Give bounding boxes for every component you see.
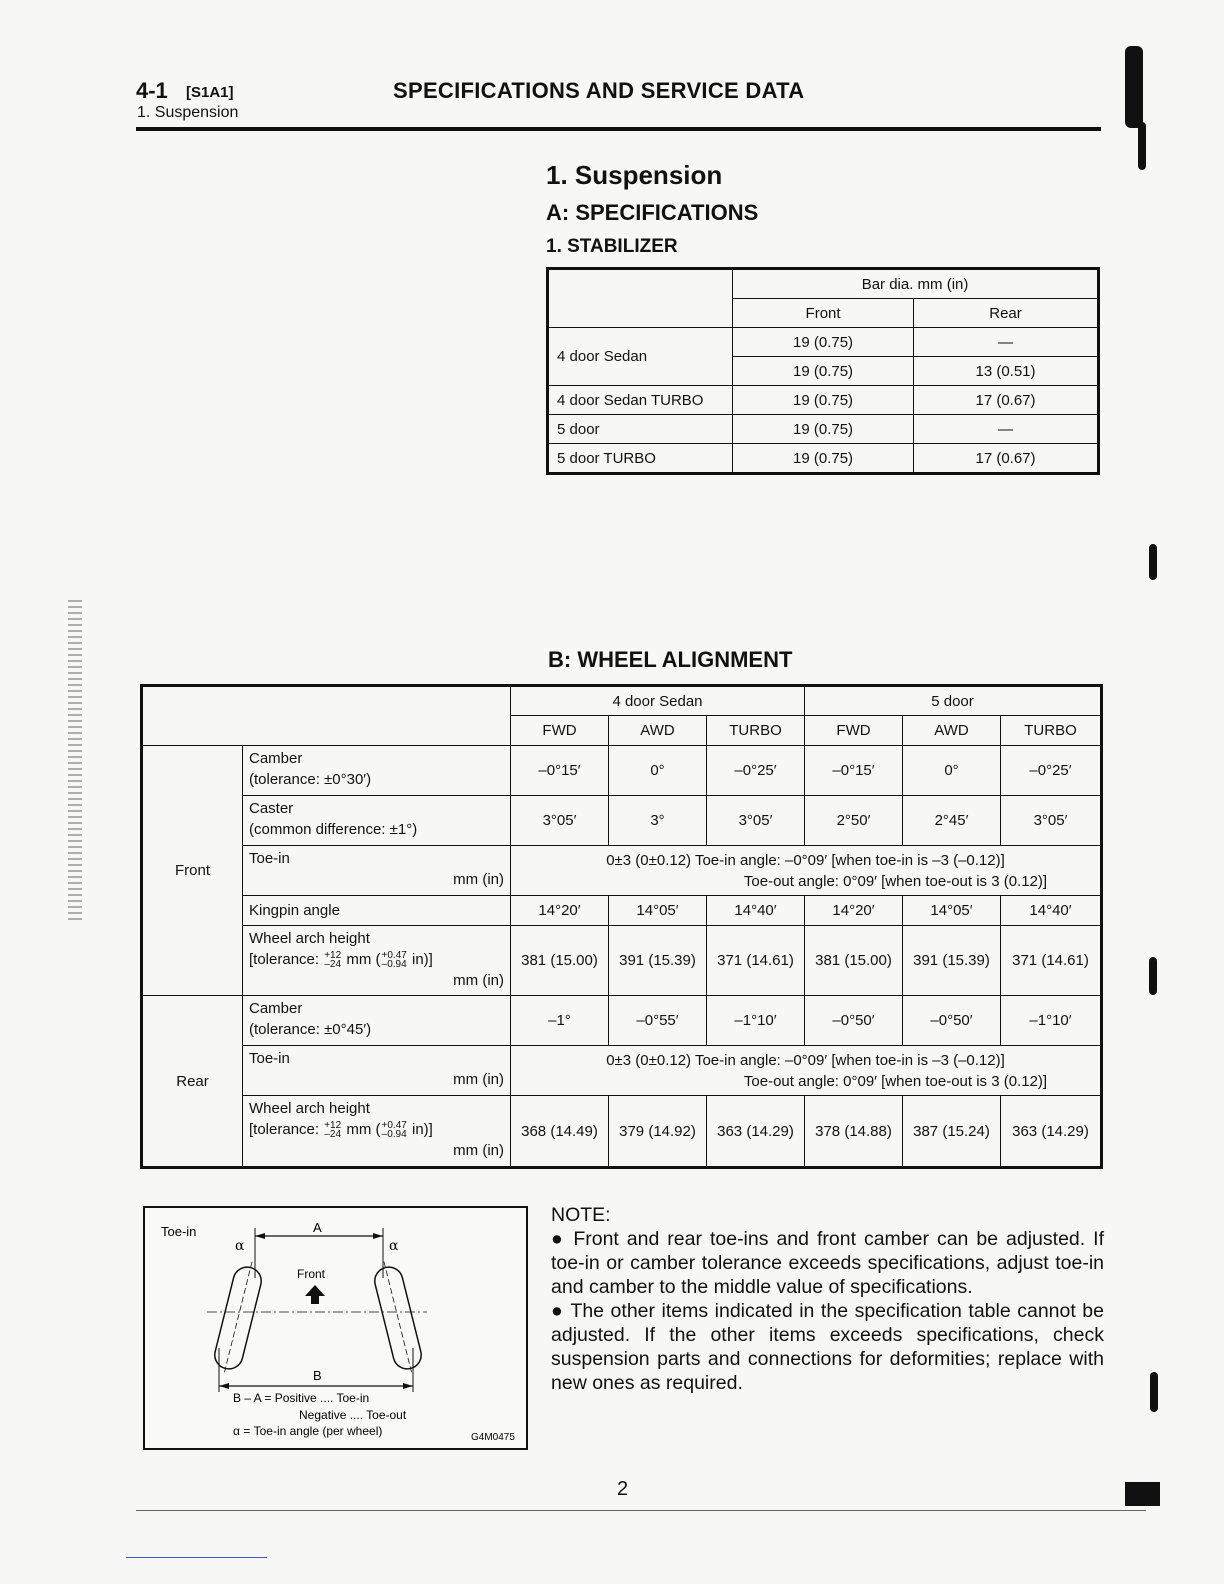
binding-mark [1150, 1372, 1158, 1412]
value-cell: 14°20′ [511, 896, 609, 926]
wheel-alignment-heading: B: WHEEL ALIGNMENT [548, 647, 793, 672]
item-label: Wheel arch height [249, 930, 370, 947]
mm-word: mm ( [346, 951, 381, 968]
value-cell: 14°20′ [805, 896, 903, 926]
note-title: NOTE: [551, 1204, 611, 1226]
arrow-head [373, 1233, 383, 1239]
value-cell: –0°50′ [805, 996, 903, 1046]
unit-text: mm (in) [453, 972, 504, 989]
toe-in-spec [511, 1046, 1102, 1096]
tolerance-text: (tolerance: ±0°45′) [249, 1021, 372, 1038]
rear-camber-label [243, 996, 511, 1046]
sedan-group-header: 4 door Sedan [511, 686, 805, 716]
footer-rule [136, 1510, 1146, 1511]
note-bullet-text: Front and rear toe-ins and front camber can be adjusted. If toe-in or camber tolerance exceeds specifications, adjust toe-in and camber to the middle value of specifications. [551, 1228, 1104, 1298]
wheel-alignment-table [140, 684, 1103, 1169]
arrow-head [255, 1233, 265, 1239]
kingpin-label: Kingpin angle [243, 896, 511, 926]
table-row [142, 1096, 1102, 1168]
table-row [142, 746, 1102, 796]
toe-in-spec [511, 846, 1102, 896]
tolerance-prefix: [tolerance: [249, 1121, 320, 1138]
value-cell: 371 (14.61) [707, 926, 805, 996]
value-cell: 368 (14.49) [511, 1096, 609, 1168]
value-cell: 2°45′ [903, 796, 1001, 846]
value-cell: 371 (14.61) [1001, 926, 1102, 996]
front-value: 19 (0.75) [733, 328, 914, 357]
rear-value: — [914, 328, 1099, 357]
toe-in-line: 0±3 (0±0.12) Toe-in angle: –0°09′ [when toe-in is –3 (–0.12)] [606, 1051, 1005, 1069]
label-b: B [313, 1368, 322, 1383]
alpha-right: α [389, 1238, 399, 1254]
tol-upper: +12 [324, 1120, 342, 1132]
front-value: 19 (0.75) [733, 386, 914, 415]
value-cell: 14°05′ [609, 896, 707, 926]
front-value: 19 (0.75) [733, 415, 914, 444]
toe-out-line: Toe-out angle: 0°09′ [when toe-out is 3 (0.12)] [743, 1072, 1048, 1090]
value-cell: 391 (15.39) [609, 926, 707, 996]
table-corner [142, 686, 511, 746]
arrow-head [219, 1383, 229, 1389]
tol-lower: –24 [324, 1129, 342, 1141]
unit-text: mm (in) [453, 1071, 504, 1088]
binding-mark [1125, 46, 1143, 128]
rear-value: 13 (0.51) [914, 357, 1099, 386]
value-cell: –0°15′ [805, 746, 903, 796]
in-word: in)] [412, 1121, 433, 1138]
value-cell: 387 (15.24) [903, 1096, 1001, 1168]
stabilizer-heading: 1. STABILIZER [546, 236, 678, 257]
table-row [142, 896, 1102, 926]
tol-lower: –0.94 [381, 1129, 407, 1141]
rear-header: Rear [914, 299, 1099, 328]
note-bullet [551, 1227, 1104, 1299]
tol-lower: –0.94 [381, 959, 407, 971]
figure-code: G4M0475 [471, 1432, 515, 1443]
scan-artifact [68, 600, 82, 920]
model-cell: 5 door TURBO [548, 444, 733, 474]
rear-toe-in-label [243, 1046, 511, 1096]
toe-out-line: Toe-out angle: 0°09′ [when toe-out is 3 (0.12)] [743, 872, 1048, 890]
tolerance-text [249, 950, 433, 971]
table-row [142, 1046, 1102, 1096]
value-cell: 378 (14.88) [805, 1096, 903, 1168]
value-cell: –1° [511, 996, 609, 1046]
model-cell: 4 door Sedan [548, 328, 733, 386]
value-cell: 363 (14.29) [1001, 1096, 1102, 1168]
value-cell: 2°50′ [805, 796, 903, 846]
value-cell: 3°05′ [1001, 796, 1102, 846]
table-corner [548, 269, 733, 328]
col-header: AWD [609, 716, 707, 746]
value-cell: 0° [609, 746, 707, 796]
alpha-left: α [235, 1238, 245, 1254]
table-row [548, 415, 1099, 444]
table-row [142, 926, 1102, 996]
model-cell: 4 door Sedan TURBO [548, 386, 733, 415]
link-underline [126, 1557, 267, 1558]
binding-mark [1125, 1482, 1160, 1506]
front-toe-in-label [243, 846, 511, 896]
label-a: A [313, 1220, 322, 1235]
unit-text: mm (in) [453, 871, 504, 888]
bullet-icon: ● [551, 1228, 574, 1250]
bullet-icon: ● [551, 1300, 571, 1322]
value-cell: 14°40′ [1001, 896, 1102, 926]
note-bullet [551, 1299, 1104, 1395]
front-wheel-arch-label [243, 926, 511, 996]
tolerance-text: (common difference: ±1°) [249, 821, 418, 838]
table-row [548, 386, 1099, 415]
col-header: FWD [511, 716, 609, 746]
section-number: 4-1 [136, 78, 168, 103]
tolerance-text [249, 1120, 433, 1141]
value-cell: –0°50′ [903, 996, 1001, 1046]
value-cell: 381 (15.00) [511, 926, 609, 996]
arrow-head [403, 1383, 413, 1389]
item-label: Caster [249, 800, 294, 817]
col-header: TURBO [707, 716, 805, 746]
front-header: Front [733, 299, 914, 328]
item-label: Camber [249, 1000, 303, 1017]
value-cell: 363 (14.29) [707, 1096, 805, 1168]
toe-in-figure [145, 1208, 526, 1448]
rear-wheel-arch-label [243, 1096, 511, 1168]
section-code: [S1A1] [186, 84, 234, 101]
note-bullet-text: The other items indicated in the specification table cannot be adjusted. If the other items exceeds specifications, check suspension parts and connections for deformities; replace with new ones as required. [551, 1300, 1104, 1394]
model-cell: 5 door [548, 415, 733, 444]
tol-upper: +12 [324, 950, 342, 962]
table-row [142, 796, 1102, 846]
page-title: SPECIFICATIONS AND SERVICE DATA [393, 78, 805, 103]
value-cell: –0°25′ [707, 746, 805, 796]
toe-in-diagram [143, 1206, 528, 1450]
stabilizer-table [546, 267, 1100, 475]
section-heading: 1. Suspension [546, 160, 723, 190]
tolerance-text: (tolerance: ±0°30′) [249, 771, 372, 788]
value-cell: 0° [903, 746, 1001, 796]
value-cell: 3° [609, 796, 707, 846]
value-cell: 391 (15.39) [903, 926, 1001, 996]
table-row [548, 328, 1099, 357]
toe-in-line: 0±3 (0±0.12) Toe-in angle: –0°09′ [when toe-in is –3 (–0.12)] [606, 851, 1005, 869]
item-label: Camber [249, 750, 303, 767]
value-cell: 14°05′ [903, 896, 1001, 926]
diagram-title: Toe-in [161, 1224, 197, 1239]
wheel-centerline [224, 1262, 252, 1375]
tol-upper: +0.47 [381, 950, 407, 962]
value-cell: 3°05′ [511, 796, 609, 846]
note-block [551, 1203, 1104, 1395]
rear-group-label: Rear [142, 996, 243, 1168]
subsection-label: 1. Suspension [137, 104, 239, 121]
table-row [142, 996, 1102, 1046]
mm-tolerance [324, 951, 341, 969]
tolerance-prefix: [tolerance: [249, 951, 320, 968]
rear-value: 17 (0.67) [914, 444, 1099, 474]
in-tolerance [382, 1121, 407, 1139]
front-group-label: Front [142, 746, 243, 996]
bar-dia-header: Bar dia. mm (in) [733, 269, 1099, 299]
rear-value: 17 (0.67) [914, 386, 1099, 415]
right-wheel [370, 1258, 425, 1377]
5door-group-header: 5 door [805, 686, 1102, 716]
binding-mark [1149, 957, 1157, 995]
unit-text: mm (in) [453, 1142, 504, 1159]
item-label: Wheel arch height [249, 1100, 370, 1117]
binding-mark [1149, 544, 1157, 580]
front-value: 19 (0.75) [733, 444, 914, 474]
col-header: TURBO [1001, 716, 1102, 746]
binding-mark [1138, 122, 1146, 170]
front-value: 19 (0.75) [733, 357, 914, 386]
value-cell: –0°55′ [609, 996, 707, 1046]
specifications-heading: A: SPECIFICATIONS [546, 200, 759, 225]
table-row [142, 846, 1102, 896]
value-cell: –0°25′ [1001, 746, 1102, 796]
col-header: AWD [903, 716, 1001, 746]
value-cell: –1°10′ [707, 996, 805, 1046]
mm-tolerance [324, 1121, 341, 1139]
legend-line: α = Toe-in angle (per wheel) [233, 1424, 383, 1438]
rear-value: — [914, 415, 1099, 444]
in-tolerance [382, 951, 407, 969]
page-number: 2 [617, 1478, 629, 1500]
in-word: in)] [412, 951, 433, 968]
value-cell: 379 (14.92) [609, 1096, 707, 1168]
col-header: FWD [805, 716, 903, 746]
front-arrow-icon [305, 1285, 325, 1304]
value-cell: 3°05′ [707, 796, 805, 846]
value-cell: 14°40′ [707, 896, 805, 926]
tol-lower: –24 [324, 959, 342, 971]
mm-word: mm ( [346, 1121, 381, 1138]
table-row [548, 444, 1099, 474]
legend-line: B – A = Positive .... Toe-in [233, 1391, 370, 1405]
item-label: Toe-in [249, 1050, 290, 1067]
header-rule [136, 127, 1101, 131]
front-caster-label [243, 796, 511, 846]
value-cell: –0°15′ [511, 746, 609, 796]
tol-upper: +0.47 [381, 1120, 407, 1132]
value-cell: 381 (15.00) [805, 926, 903, 996]
value-cell: –1°10′ [1001, 996, 1102, 1046]
item-label: Toe-in [249, 850, 290, 867]
front-label: Front [297, 1267, 326, 1281]
wheel-centerline [384, 1262, 412, 1375]
front-camber-label [243, 746, 511, 796]
legend-line: Negative .... Toe-out [299, 1408, 407, 1422]
